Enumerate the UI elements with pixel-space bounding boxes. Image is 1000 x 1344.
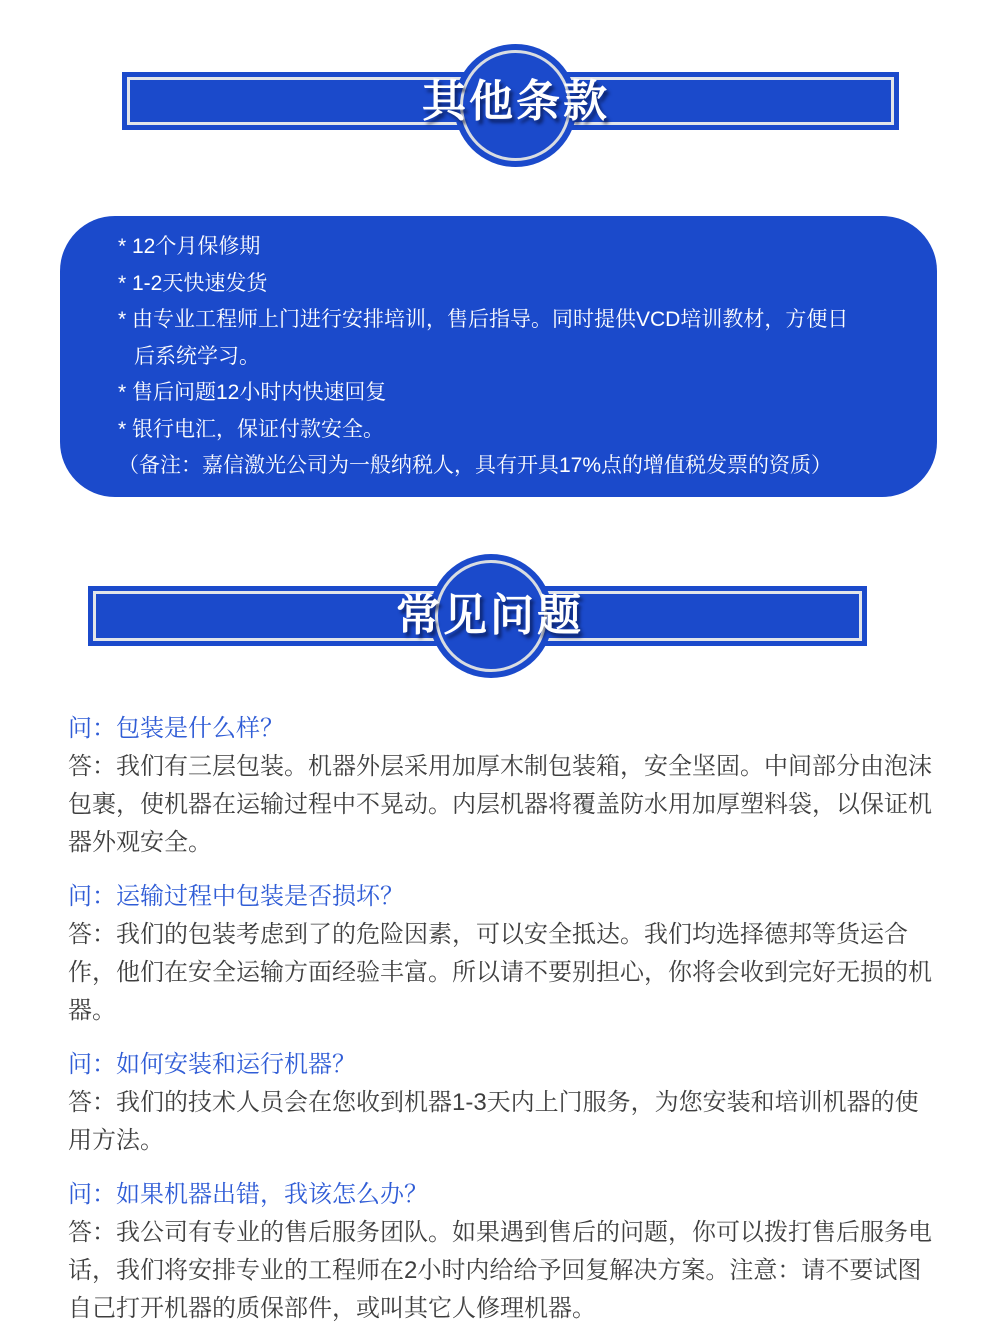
faq-item: [68, 1046, 932, 1160]
other-terms-section-title: 其他条款: [422, 77, 610, 126]
faq-answer: 答：我公司有专业的售后服务团队。如果遇到售后的问题，你可以拨打售后服务电话，我们将安排专业的工程师在2小时内给给予回复解决方案。注意：请不要试图自己打开机器的质保部件，或叫其它人修理机器。: [68, 1219, 932, 1322]
faq-list: [68, 710, 932, 1344]
terms-line: 后系统学习。: [134, 344, 260, 368]
faq-question: 问：包装是什么样？: [68, 715, 284, 742]
faq-question: 问：如何安装和运行机器？: [68, 1051, 356, 1078]
faq-item: [68, 710, 932, 862]
faq-question: 问：如果机器出错，我该怎么办？: [68, 1181, 428, 1208]
terms-line: * 银行电汇，保证付款安全。: [118, 417, 385, 441]
terms-line: * 12个月保修期: [118, 235, 261, 258]
faq-answer: 答：我们的包装考虑到了的危险因素，可以安全抵达。我们均选择德邦等货运合作，他们在安全运输方面经验丰富。所以请不要别担心，你将会收到完好无损的机器。: [68, 921, 932, 1024]
terms-line: * 1-2天快速发货: [118, 271, 268, 295]
faq-section-title: 常见问题: [396, 591, 584, 640]
faq-question: 问：运输过程中包装是否损坏？: [68, 883, 404, 910]
faq-item: [68, 878, 932, 1030]
faq-item: [68, 1176, 932, 1328]
terms-line: * 由专业工程师上门进行安排培训，售后指导。同时提供VCD培训教材，方便日: [118, 308, 849, 331]
terms-line: * 售后问题12小时内快速回复: [118, 381, 387, 404]
terms-line: （备注：嘉信激光公司为一般纳税人，具有开具17%点的增值税发票的资质）: [118, 454, 833, 477]
faq-answer: 答：我们的技术人员会在您收到机器1-3天内上门服务，为您安装和培训机器的使用方法。: [68, 1089, 919, 1154]
other-terms-box: [60, 216, 937, 497]
faq-answer: 答：我们有三层包装。机器外层采用加厚木制包装箱，安全坚固。中间部分由泡沫包裹，使机器在运输过程中不晃动。内层机器将覆盖防水用加厚塑料袋，以保证机器外观安全。: [68, 753, 932, 856]
